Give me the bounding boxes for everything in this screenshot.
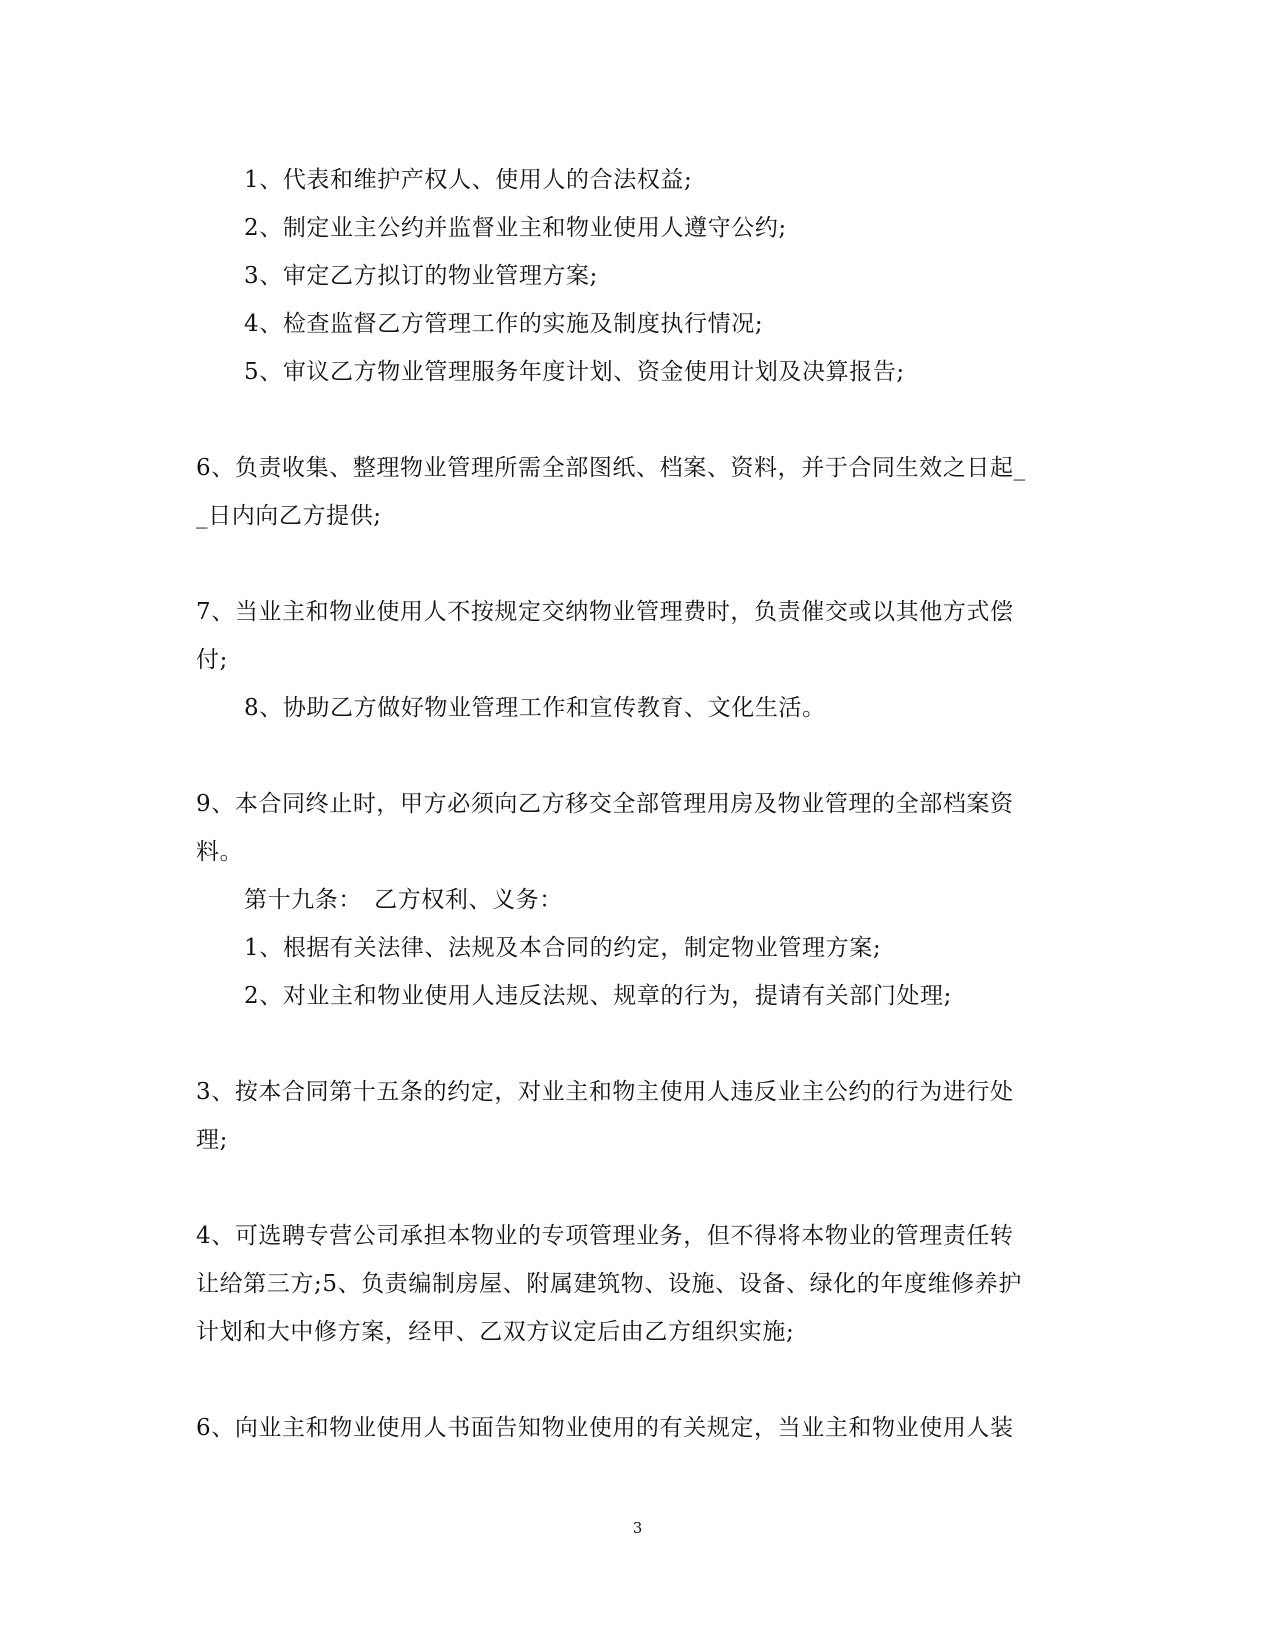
paragraph-line: 付; [196,647,228,673]
paragraph-line: 8、协助乙方做好物业管理工作和宣传教育、文化生活。 [244,695,826,721]
paragraph-line: 6、负责收集、整理物业管理所需全部图纸、档案、资料，并于合同生效之日起_ [196,455,1026,481]
paragraph-line: 理; [196,1127,228,1153]
paragraph-line: 6、向业主和物业使用人书面告知物业使用的有关规定，当业主和物业使用人装 [196,1415,1014,1441]
page-number: 3 [632,1519,643,1537]
paragraph-line: 2、制定业主公约并监督业主和物业使用人遵守公约; [244,215,787,241]
paragraph-line: 料。 [196,839,244,865]
paragraph-line: 3、审定乙方拟订的物业管理方案; [244,263,598,289]
paragraph-line: 4、可选聘专营公司承担本物业的专项管理业务，但不得将本物业的管理责任转 [196,1223,1014,1249]
section-heading: 第十九条： 乙方权利、义务： [244,887,563,913]
paragraph-line: 3、按本合同第十五条的约定，对业主和物主使用人违反业主公约的行为进行处 [196,1079,1014,1105]
paragraph-line: 计划和大中修方案，经甲、乙双方议定后由乙方组织实施; [196,1319,795,1345]
paragraph-line: 2、对业主和物业使用人违反法规、规章的行为，提请有关部门处理; [244,983,952,1009]
paragraph-line: 1、根据有关法律、法规及本合同的约定，制定物业管理方案; [244,935,882,961]
paragraph-line: _日内向乙方提供; [196,503,382,529]
paragraph-line: 让给第三方;5、负责编制房屋、附属建筑物、设施、设备、绿化的年度维修养护 [196,1271,1022,1297]
paragraph-line: 4、检查监督乙方管理工作的实施及制度执行情况; [244,311,764,337]
paragraph-line: 5、审议乙方物业管理服务年度计划、资金使用计划及决算报告; [244,359,905,385]
paragraph-line: 9、本合同终止时，甲方必须向乙方移交全部管理用房及物业管理的全部档案资 [196,791,1014,817]
paragraph-line: 7、当业主和物业使用人不按规定交纳物业管理费时，负责催交或以其他方式偿 [196,599,1014,625]
paragraph-line: 1、代表和维护产权人、使用人的合法权益; [244,167,693,193]
